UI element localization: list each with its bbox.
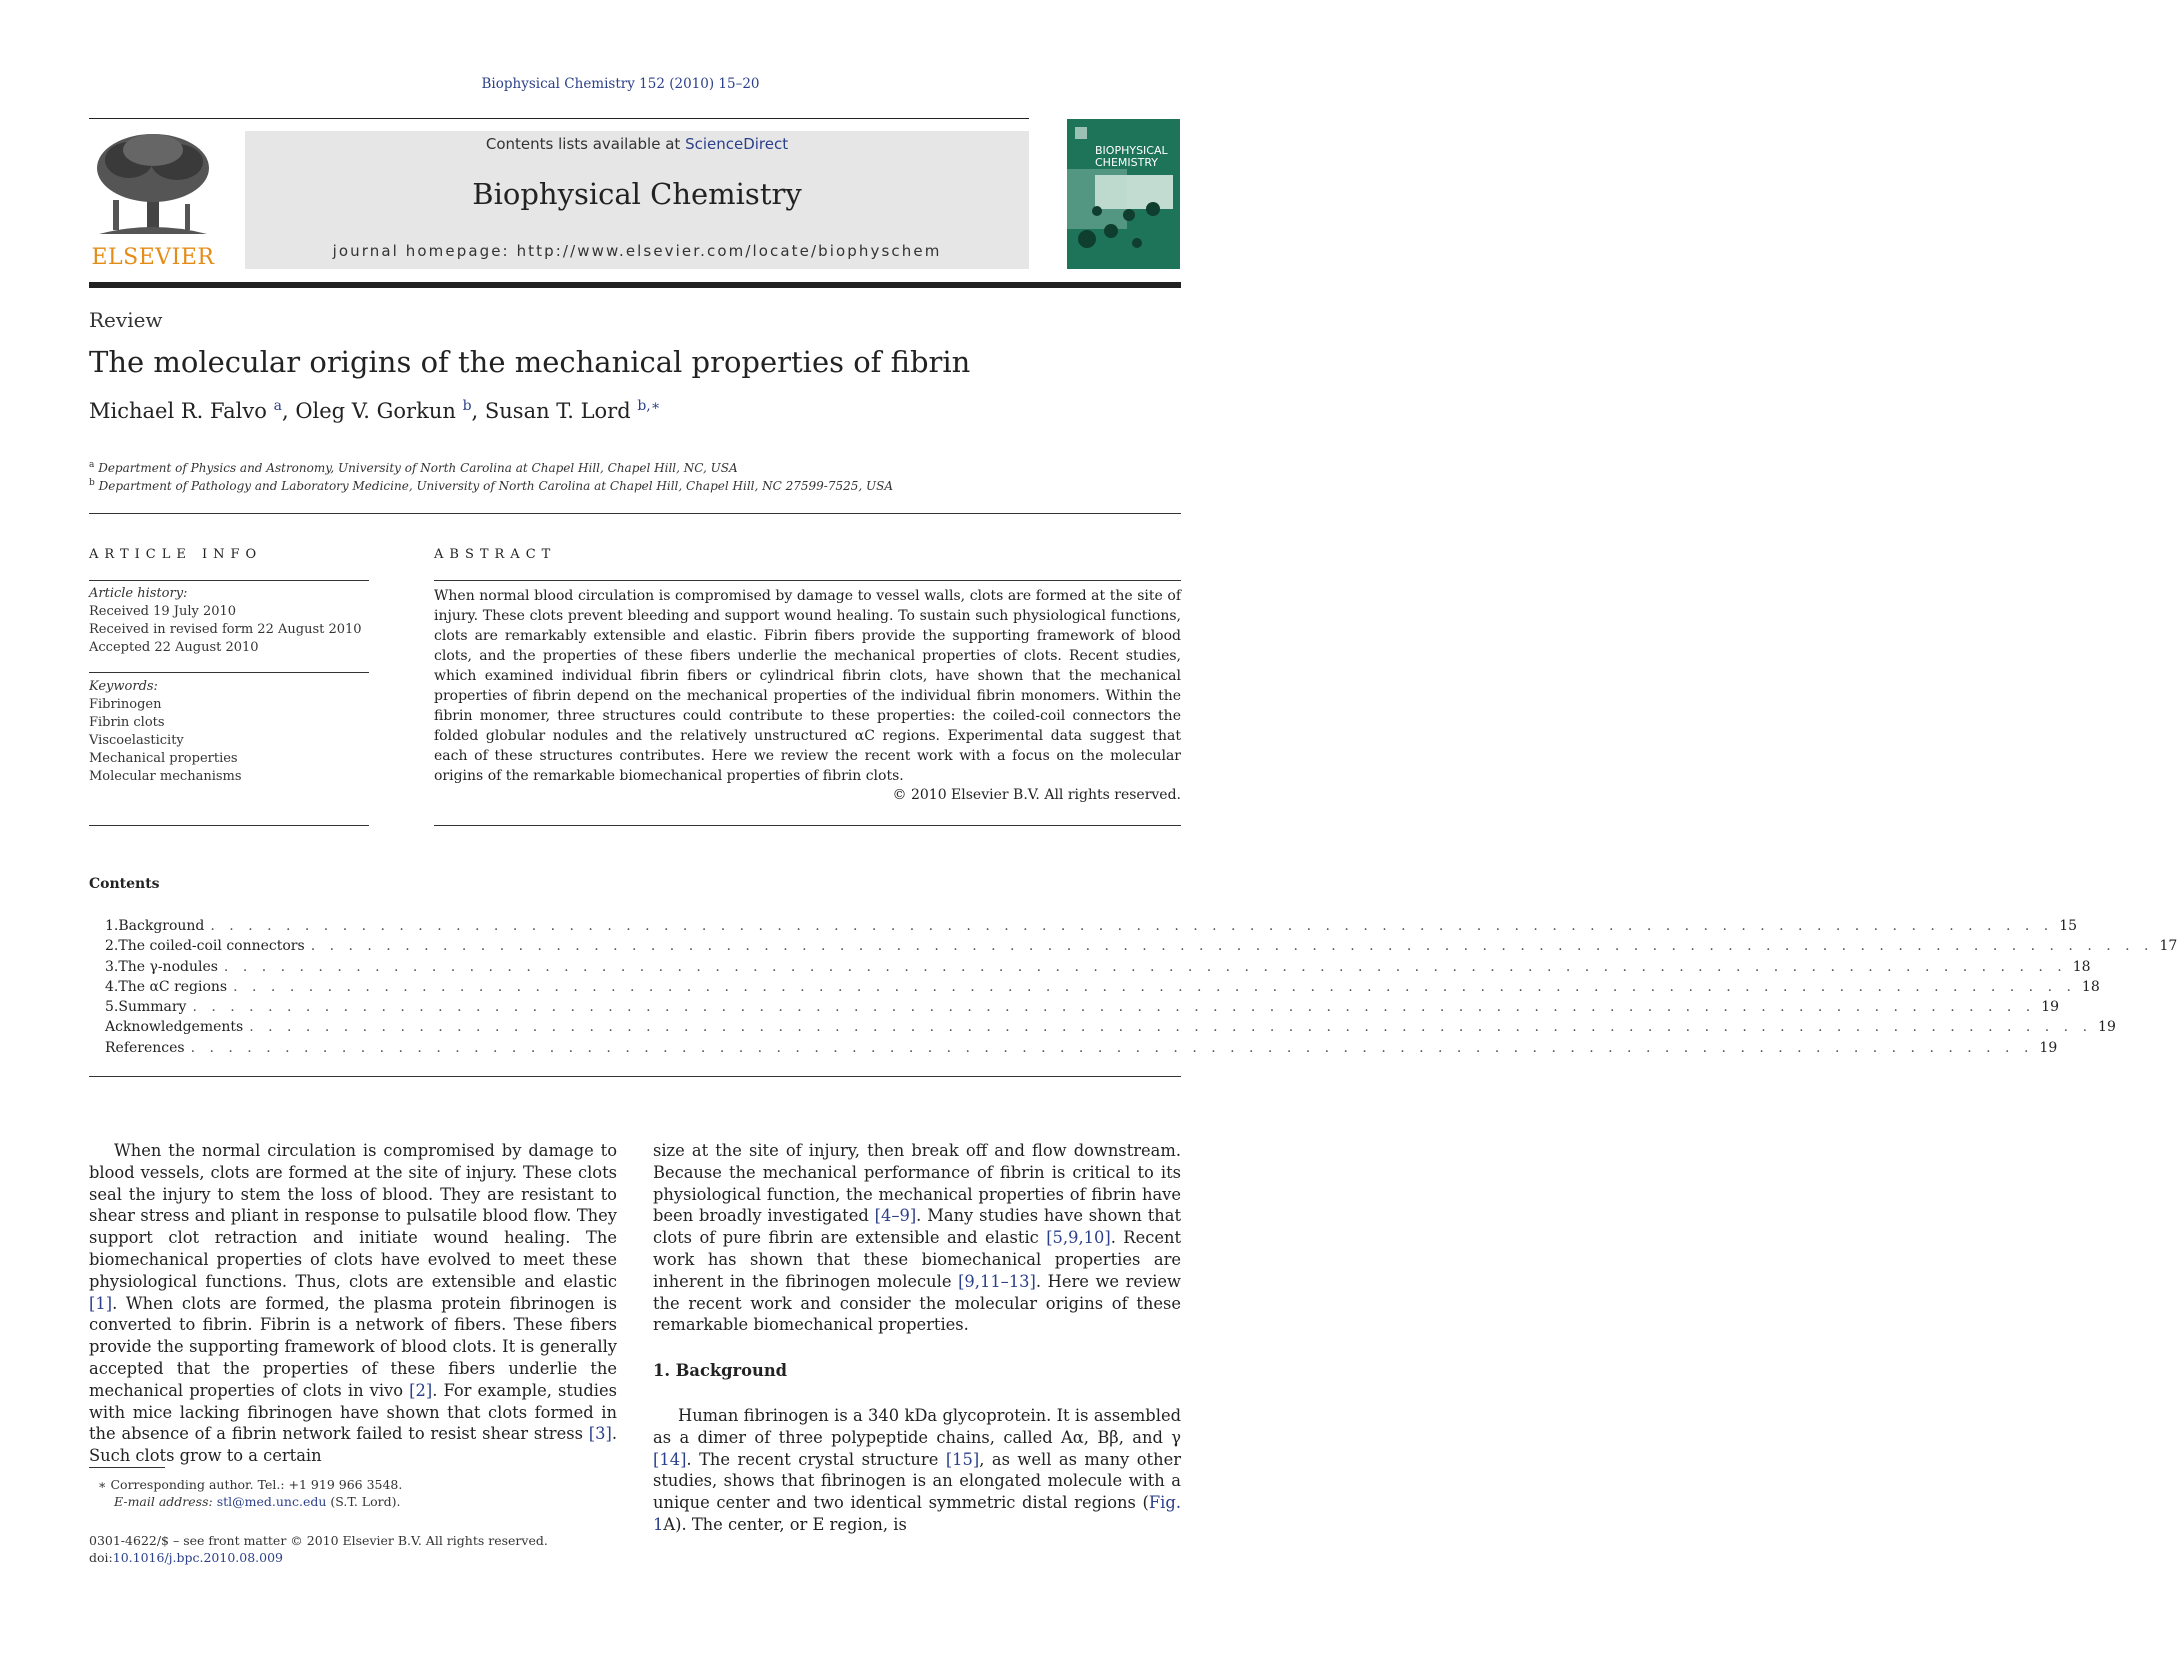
keyword-item: Mechanical properties (89, 751, 238, 766)
email-link[interactable]: stl@med.unc.edu (216, 1494, 327, 1509)
cover-title (1095, 145, 1179, 169)
toc-label: The αC regions (118, 978, 228, 995)
footnote-email-line (98, 1493, 598, 1510)
intro-paragraph-continued (653, 1140, 1181, 1336)
intro-paragraph (89, 1140, 617, 1467)
history-received: Received 19 July 2010 (89, 604, 237, 619)
body-text-run: A). The center, or E region, is (663, 1514, 907, 1534)
toc-number: 1. (105, 918, 119, 934)
article-info-rule (89, 580, 369, 581)
section-heading-background: 1. Background (653, 1361, 788, 1380)
toc-entry[interactable] (89, 1039, 2058, 1060)
toc-entry[interactable] (89, 958, 2091, 979)
toc-page: 19 (2041, 999, 2060, 1016)
history-label: Article history: (89, 586, 188, 601)
cover-art (1067, 119, 1180, 269)
elsevier-logo (89, 130, 217, 270)
page-footer (89, 1532, 689, 1566)
citation-link[interactable]: [4–9] (874, 1206, 917, 1226)
toc-label: Summary (118, 999, 187, 1016)
toc-page: 19 (2039, 1039, 2058, 1056)
email-suffix: (S.T. Lord). (330, 1494, 401, 1509)
toc-leader: . . . . . . . . . . . . . . . . . . . . . . . . . . . . . . . . . . . . . . . . . . . . . . . . . . . . . . . . . . . . . . . . . . . . . . . . . . . . . . . . . . . . . . . . . . . . . . . . . . (310, 938, 2154, 955)
history-revised: Received in revised form 22 August 2010 (89, 622, 362, 637)
toc-entry[interactable] (89, 918, 2078, 938)
author-affiliation-mark[interactable]: b (462, 398, 472, 414)
journal-citation[interactable]: Biophysical Chemistry 152 (2010) 15–20 (481, 76, 760, 92)
footnote-rule (89, 1467, 165, 1468)
toc-leader: . . . . . . . . . . . . . . . . . . . . . . . . . . . . . . . . . . . . . . . . . . . . . . . . . . . . . . . . . . . . . . . . . . . . . . . . . . . . . . . . . . . . . . . . . . . . . . . . . . (223, 958, 2067, 975)
abstract-copyright: © 2010 Elsevier B.V. All rights reserved. (892, 787, 1181, 803)
masthead-rule (89, 282, 1181, 288)
body-left-column (89, 1140, 617, 1467)
toc-label: References (105, 1039, 185, 1056)
toc-page: 17 (2159, 938, 2177, 955)
toc-page: 18 (2081, 978, 2100, 995)
abstract-text: When normal blood circulation is compromised by damage to vessel walls, clots are formed at the site of injury. These clots prevent bleeding and support wound healing. To sustain such physiological functions, clots are remarkably extensible and elastic. Fibrin fibers provide the supporting framework of blood clots, and the properties of these fibers underlie the mechanical properties of clots. Recent studies, which examined individual fibrin fibers or cylindrical fibrin clots, have shown that the mechanical properties of fibrin depend on the mechanical properties of the individual fibrin monomers. Within the fibrin monomer, three structures could contribute to these properties: the coiled-coil connectors the folded globular nodules and the relatively unstructured αC regions. Experimental data suggest that each of these structures contributes. Here we review the recent work with a focus on the molecular origins of the remarkable biomechanical properties of fibrin clots. (434, 588, 1181, 784)
article-history (89, 585, 369, 657)
body-text-run: . The recent crystal structure (686, 1449, 946, 1469)
body-text-run: Human fibrinogen is a 340 kDa glycoprotein. It is assembled as a dimer of three polypeptide chains, called Aα, Bβ, and γ (653, 1406, 1181, 1447)
author-name: Susan T. Lord (484, 399, 631, 423)
toc-label: Background (118, 918, 205, 934)
author-name: Oleg V. Gorkun (295, 399, 456, 423)
cover-title-line2: CHEMISTRY (1095, 156, 1158, 169)
article-info-heading: ARTICLE INFO (89, 547, 263, 562)
toc-leader: . . . . . . . . . . . . . . . . . . . . . . . . . . . . . . . . . . . . . . . . . . . . . . . . . . . . . . . . . . . . . . . . . . . . . . . . . . . . . . . . . . . . . . . . . . . . . . . . . . (249, 1019, 2093, 1036)
toc-entry[interactable] (89, 1019, 2116, 1039)
citation-link[interactable]: [5,9,10] (1046, 1228, 1111, 1248)
keyword-item: Viscoelasticity (89, 733, 184, 748)
doi-link[interactable]: 10.1016/j.bpc.2010.08.009 (112, 1550, 284, 1565)
keywords-rule (89, 672, 369, 673)
contents-available-line (245, 135, 1029, 153)
keyword-item: Fibrin clots (89, 715, 165, 730)
doi-line (89, 1549, 689, 1566)
toc-page: 18 (2072, 958, 2091, 975)
author-name: Michael R. Falvo (89, 399, 267, 423)
toc-page: 19 (2098, 1019, 2116, 1036)
contents-title: Contents (89, 876, 160, 892)
toc-label: The γ-nodules (118, 958, 218, 975)
keyword-item: Fibrinogen (89, 697, 162, 712)
toc-number: 4. (105, 978, 119, 995)
citation-link[interactable]: [1] (89, 1293, 113, 1313)
elsevier-wordmark: ELSEVIER (91, 245, 215, 270)
affiliation-text: Department of Physics and Astronomy, University of North Carolina at Chapel Hill, Chapel Hill, NC, USA (98, 461, 738, 475)
affiliation-mark: a (89, 460, 95, 470)
history-accepted: Accepted 22 August 2010 (89, 640, 259, 655)
keywords-label: Keywords: (89, 679, 158, 694)
affiliation-text: Department of Pathology and Laboratory Medicine, University of North Carolina at Chapel Hill, Chapel Hill, NC 27599-7525, USA (98, 479, 894, 493)
contents-bottom-rule (89, 1076, 1181, 1077)
citation-link[interactable]: [15] (945, 1449, 980, 1469)
affiliation-a (89, 460, 738, 475)
toc-leader: . . . . . . . . . . . . . . . . . . . . . . . . . . . . . . . . . . . . . . . . . . . . . . . . . . . . . . . . . . . . . . . . . . . . . . . . . . . . . . . . . . . . . . . . . . . . . . . . . . (210, 918, 2054, 934)
footnote-corresponding: Corresponding author. Tel.: +1 919 966 3548. (110, 1477, 403, 1492)
figure-link[interactable]: Fig. 1 (653, 1493, 1181, 1534)
citation-link[interactable]: [9,11–13] (958, 1271, 1036, 1291)
email-label: E-mail address: (114, 1494, 213, 1509)
background-paragraph (653, 1405, 1181, 1536)
body-text-run: . Many studies have shown that clots of pure fibrin are extensible and elastic (653, 1206, 1181, 1248)
toc-entry[interactable] (89, 938, 2177, 958)
author-list (89, 398, 660, 423)
affiliation-b (89, 478, 893, 493)
body-text-run: . For example, studies with mice lacking fibrinogen have shown that clots formed in the absence of a fibrin network failed to resist shear stress (89, 1380, 617, 1444)
cover-title-line1: BIOPHYSICAL (1095, 144, 1168, 157)
toc-entry[interactable] (89, 978, 2100, 999)
toc-label: Acknowledgements (105, 1019, 244, 1036)
toc-leader: . . . . . . . . . . . . . . . . . . . . . . . . . . . . . . . . . . . . . . . . . . . . . . . . . . . . . . . . . . . . . . . . . . . . . . . . . . . . . . . . . . . . . . . . . . . . . . . . . . (190, 1039, 2034, 1056)
article-info-bottom-rule (89, 825, 369, 826)
toc-number: 3. (105, 958, 119, 975)
author-affiliation-mark[interactable]: b,∗ (637, 398, 661, 414)
article-type: Review (89, 308, 163, 332)
toc-leader: . . . . . . . . . . . . . . . . . . . . . . . . . . . . . . . . . . . . . . . . . . . . . . . . . . . . . . . . . . . . . . . . . . . . . . . . . . . . . . . . . . . . . . . . . . . . . . . . . . (233, 978, 2076, 995)
corresponding-author-footnote (98, 1476, 598, 1510)
header-rule (89, 118, 1029, 119)
body-text-run: . Here we review the recent work and consider the molecular origins of these remarkable biomechanical properties. (653, 1271, 1181, 1335)
issn-line: 0301-4622/$ – see front matter © 2010 Elsevier B.V. All rights reserved. (89, 1533, 548, 1548)
toc-leader: . . . . . . . . . . . . . . . . . . . . . . . . . . . . . . . . . . . . . . . . . . . . . . . . . . . . . . . . . . . . . . . . . . . . . . . . . . . . . . . . . . . . . . . . . . . . . . . . . . (192, 999, 2036, 1016)
title-block-rule (89, 513, 1181, 514)
body-text-run: . Such clots grow to a certain (89, 1424, 617, 1466)
citation-link[interactable]: [2] (409, 1380, 433, 1400)
body-right-column-top (653, 1140, 1181, 1336)
author-separator: , (281, 399, 296, 423)
keywords-block (89, 678, 369, 786)
sciencedirect-link[interactable]: ScienceDirect (685, 135, 789, 153)
footnote-star: ∗ (98, 1477, 107, 1492)
author-separator: , (471, 399, 485, 423)
body-text-run: , as well as many other studies, shows that fibrinogen is an elongated molecule with a unique center and two identical symmetric distal regions ( (653, 1449, 1181, 1513)
body-text-run: . Recent work has shown that these biomechanical properties are inherent in the fibrinogen molecule (653, 1228, 1181, 1291)
journal-cover[interactable] (1067, 119, 1180, 269)
toc-label: The coiled-coil connectors (118, 938, 305, 955)
body-text-run: When the normal circulation is compromised by damage to blood vessels, clots are formed at the site of injury. These clots seal the injury to stem the loss of blood. They are resistant to shear stress and pliant in response to pulsatile blood flow. They support clot retraction and initiate wound healing. The biomechanical properties of clots have evolved to meet these physiological functions. Thus, clots are extensible and elastic (89, 1141, 617, 1291)
toc-number: 2. (105, 938, 119, 955)
toc-page: 15 (2059, 918, 2078, 934)
abstract-heading: ABSTRACT (434, 547, 557, 562)
article-title: The molecular origins of the mechanical properties of fibrin (89, 345, 971, 379)
toc-entry[interactable] (89, 999, 2060, 1019)
footnote-line (98, 1476, 598, 1493)
body-right-column-bottom (653, 1405, 1181, 1536)
contents-available-prefix: Contents lists available at (485, 135, 681, 153)
journal-masthead (245, 131, 1029, 269)
affiliation-mark: b (89, 478, 95, 488)
keyword-item: Molecular mechanisms (89, 769, 242, 784)
doi-prefix: doi: (89, 1550, 113, 1565)
abstract-bottom-rule (434, 825, 1181, 826)
table-of-contents (89, 918, 2177, 1060)
citation-link[interactable]: [14] (653, 1449, 687, 1469)
body-text-run: size at the site of injury, then break off and flow downstream. Because the mechanical performance of fibrin is critical to its physiological function, the mechanical properties of fibrin have been broadly investigated (653, 1141, 1181, 1226)
toc-number: 5. (105, 999, 119, 1016)
tree-icon (89, 130, 217, 240)
journal-title: Biophysical Chemistry (472, 177, 802, 211)
citation-link[interactable]: [3] (588, 1424, 612, 1444)
body-text-run: . When clots are formed, the plasma protein fibrinogen is converted to fibrin. Fibrin is a network of fibers. These fibers provide the supporting framework of blood clots. It is generally accepted that the properties of these fibers underlie the mechanical properties of clots in vivo (89, 1293, 617, 1400)
abstract-rule (434, 580, 1181, 581)
author-affiliation-mark[interactable]: a (273, 398, 282, 414)
journal-homepage[interactable]: journal homepage: http://www.elsevier.com/locate/biophyschem (332, 242, 942, 260)
